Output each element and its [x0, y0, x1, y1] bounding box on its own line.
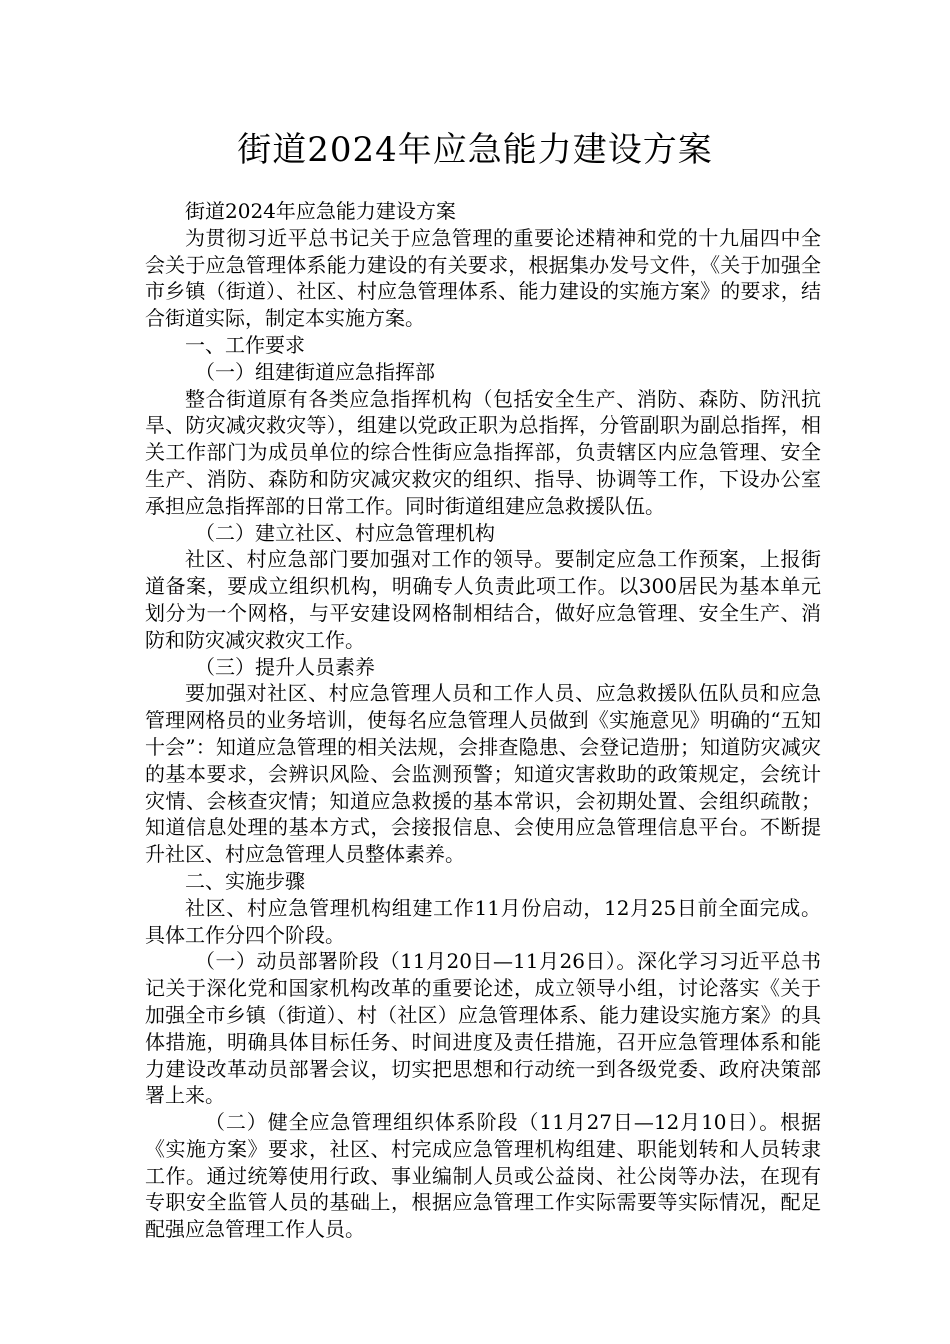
paragraph-1-1: 整合街道原有各类应急指挥机构（包括安全生产、消防、森防、防汛抗旱、防灾减灾救灾等），组建以党政正职为总指挥，分管副职为副总指挥，相关工作部门为成员单位的综合性街应急指挥部，负责辖区内应急管理、安全生产、消防、森防和防灾减灾救灾的组织、指导、协调等工作，下设办公室承担应急指挥部的日常工作。同时街道组建应急救援队伍。: [145, 386, 821, 518]
section-heading-1: 一、工作要求: [185, 332, 305, 357]
section-heading-2: 二、实施步骤: [185, 868, 305, 893]
paragraph-1-3: 要加强对社区、村应急管理人员和工作人员、应急救援队伍队员和应急管理网格员的业务培训，使每名应急管理人员做到《实施意见》明确的“五知十会”：知道应急管理的相关法规，会排查隐患、会登记造册；知道防灾减灾的基本要求，会辨识风险、会监测预警；知道灾害救助的政策规定，会统计灾情、会核查灾情；知道应急救援的基本常识，会初期处置、会组织疏散；知道信息处理的基本方式，会接报信息、会使用应急管理信息平台。不断提升社区、村应急管理人员整体素养。: [145, 681, 821, 867]
document-title: 街道2024年应急能力建设方案: [237, 130, 713, 170]
subsection-heading-1-2: （二）建立社区、村应急管理机构: [195, 520, 495, 545]
paragraph-2-2: （二）健全应急管理组织体系阶段（11月27日—12月10日）。根据《实施方案》要求，社区、村完成应急管理机构组建、职能划转和人员转隶工作。通过统筹使用行政、事业编制人员或公益岗、社公岗等办法，在现有专职安全监管人员的基础上，根据应急管理工作实际需要等实际情况，配足配强应急管理工作人员。: [145, 1110, 821, 1242]
paragraph-2-intro: 社区、村应急管理机构组建工作11月份启动，12月25日前全面完成。具体工作分四个阶段。: [145, 895, 821, 947]
document-body: [145, 198, 821, 1243]
subsection-heading-1-3: （三）提升人员素养: [195, 654, 375, 679]
document-subtitle: 街道2024年应急能力建设方案: [185, 199, 456, 223]
paragraph-2-1: （一）动员部署阶段（11月20日—11月26日）。深化学习习近平总书记关于深化党和国家机构改革的重要论述，成立领导小组，讨论落实《关于加强全市乡镇（街道）、村（社区）应急管理体系、能力建设实施方案》的具体措施，明确具体目标任务、时间进度及责任措施，召开应急管理体系和能力建设改革动员部署会议，切实把思想和行动统一到各级党委、政府决策部署上来。: [145, 949, 821, 1108]
subsection-heading-1-1: （一）组建街道应急指挥部: [195, 359, 435, 384]
paragraph-intro: 为贯彻习近平总书记关于应急管理的重要论述精神和党的十九届四中全会关于应急管理体系能力建设的有关要求，根据集办发号文件，《关于加强全市乡镇（街道）、社区、村应急管理体系、能力建设的实施方案》的要求，结合街道实际，制定本实施方案。: [145, 225, 821, 331]
paragraph-1-2: 社区、村应急部门要加强对工作的领导。要制定应急工作预案，上报街道备案，要成立组织机构，明确专人负责此项工作。以300居民为基本单元划分为一个网格，与平安建设网格制相结合，做好应急管理、安全生产、消防和防灾减灾救灾工作。: [145, 547, 821, 652]
